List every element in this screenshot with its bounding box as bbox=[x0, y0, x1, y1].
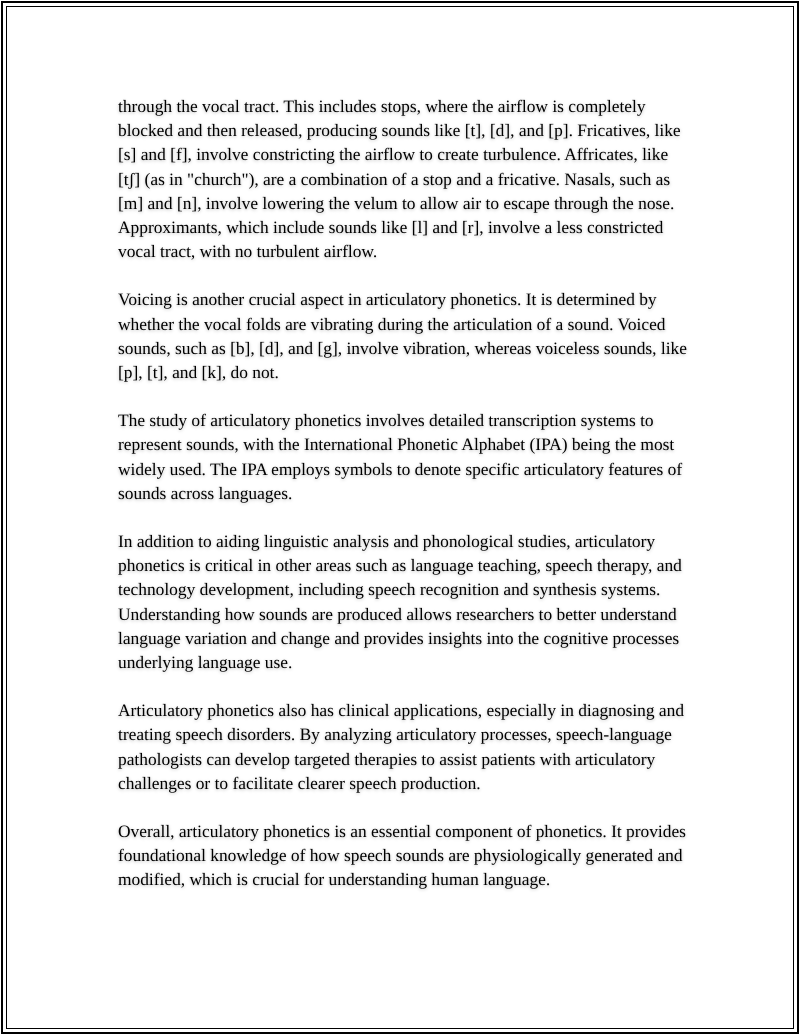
paragraph-transcription-ipa: The study of articulatory phonetics involves detailed transcription systems to represent sounds, with the International Phonetic Alphabet (IPA) being the most widely used. The IPA employs symbols to denote specific articulatory features of sounds across languages. bbox=[118, 410, 683, 503]
paragraph-clinical-applications: Articulatory phonetics also has clinical applications, especially in diagnosing and treating speech disorders. By analyzing articulatory processes, speech-language pathologists can develop targeted therapies to assist patients with articulatory challenges or to facilitate clearer speech production. bbox=[118, 700, 685, 793]
document-body bbox=[118, 94, 690, 916]
paragraph-applications: In addition to aiding linguistic analysis and phonological studies, articulatory phonetics is critical in other areas such as language teaching, speech therapy, and technology development, including speech recognition and synthesis systems. Understanding how sounds are produced allows researchers to better understand language variation and change and provides insights into the cognitive processes underlying language use. bbox=[118, 531, 682, 673]
paragraph-articulation-manners: through the vocal tract. This includes stops, where the airflow is completely blocked and then released, producing sounds like [t], [d], and [p]. Fricatives, like [s] and [f], involve constricting the airflow to create turbulence. Affricates, like [tʃ] (as in "church"), are a combination of a stop and a fricative. Nasals, such as [m] and [n], involve lowering the velum to allow air to escape through the nose. Approximants, which include sounds like [l] and [r], involve a less constricted vocal tract, with no turbulent airflow. bbox=[118, 96, 681, 262]
paragraph-voicing: Voicing is another crucial aspect in articulatory phonetics. It is determined by whether the vocal folds are vibrating during the articulation of a sound. Voiced sounds, such as [b], [d], and [g], involve vibration, whereas voiceless sounds, like [p], [t], and [k], do not. bbox=[118, 289, 687, 383]
paragraph-conclusion: Overall, articulatory phonetics is an essential component of phonetics. It provides foundational knowledge of how speech sounds are physiologically generated and modified, which is crucial for understanding human language. bbox=[118, 821, 686, 890]
